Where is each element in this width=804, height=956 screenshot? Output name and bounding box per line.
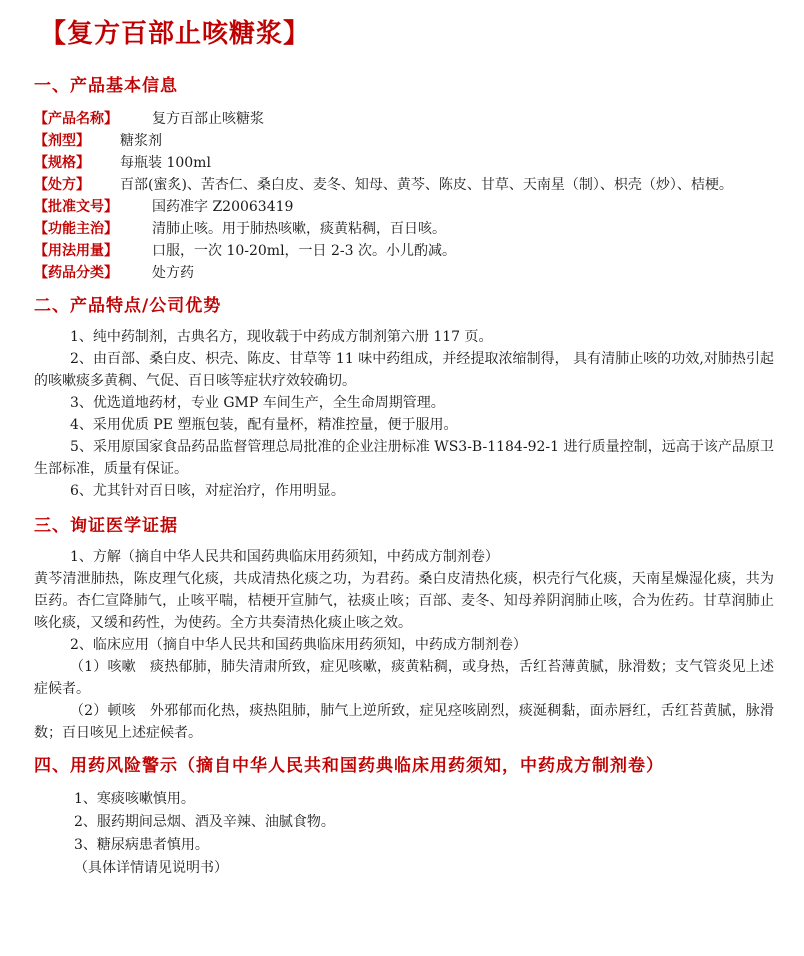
product-info-list [34, 108, 774, 284]
section4-heading: 四、用药风险警示（摘自中华人民共和国药典临床用药须知，中药成方制剂卷） [34, 756, 664, 776]
feature-item: 2、由百部、桑白皮、枳壳、陈皮、甘草等 11 味中药组成，并经提取浓缩制得， 具有清肺止咳的功效,对肺热引起的咳嗽痰多黄稠、气促、百日咳等症状疗效较确切。 [34, 351, 774, 389]
info-row-formula [34, 174, 774, 196]
section2-heading: 二、产品特点/公司优势 [34, 296, 222, 316]
info-label: 【规格】 [34, 155, 90, 171]
info-value: 百部(蜜炙)、苦杏仁、桑白皮、麦冬、知母、黄芩、陈皮、甘草、天南星（制）、枳壳（炒）、桔梗。 [120, 177, 733, 193]
risk-warnings-list [34, 788, 774, 880]
feature-item: 1、纯中药制剂，古典名方，现收载于中药成方制剂第六册 117 页。 [70, 329, 493, 345]
clinical-use-item: （1）咳嗽 痰热郁肺，肺失清肃所致，症见咳嗽，痰黄粘稠，或身热，舌红苔薄黄腻，脉滑数；支气管炎见上述症候者。 [34, 659, 774, 697]
features-list [34, 326, 774, 502]
info-value: 口服，一次 10-20ml，一日 2-3 次。小儿酌减。 [152, 243, 457, 259]
clinical-use-item: （2）顿咳 外邪郁而化热，痰热阻肺，肺气上逆所致，症见痉咳剧烈，痰涎稠黏，面赤唇红，舌红苔黄腻，脉滑数；百日咳见上述症候者。 [34, 703, 774, 741]
info-value: 国药准字 Z20063419 [152, 199, 294, 215]
info-label: 【处方】 [34, 177, 90, 193]
info-row-approval [34, 196, 774, 218]
info-label: 【用法用量】 [34, 243, 118, 259]
section1-heading: 一、产品基本信息 [34, 76, 178, 96]
info-row-indications [34, 218, 774, 240]
instructions-note: （具体详情请见说明书） [74, 860, 228, 876]
info-label: 【剂型】 [34, 133, 90, 149]
info-row-category [34, 262, 774, 284]
warning-item: 2、服药期间忌烟、酒及辛辣、油腻食物。 [74, 814, 335, 830]
page-title: 【复方百部止咳糖浆】 [40, 19, 311, 49]
info-row-spec [34, 152, 774, 174]
clinical-use-title: 2、临床应用（摘自中华人民共和国药典临床用药须知，中药成方制剂卷） [70, 637, 527, 653]
formula-analysis-body: 黄芩清泄肺热，陈皮理气化痰，共成清热化痰之功，为君药。桑白皮清热化痰，枳壳行气化痰，天南星燥湿化痰，共为臣药。杏仁宣降肺气，止咳平喘，桔梗开宣肺气，祛痰止咳；百部、麦冬、知母养阴润肺止咳，合为佐药。甘草润肺止咳化痰，又缓和药性，为使药。全方共奏清热化痰止咳之效。 [34, 571, 774, 631]
info-row-dosage-form [34, 130, 774, 152]
info-label: 【产品名称】 [34, 111, 118, 127]
info-row-name [34, 108, 774, 130]
info-value: 糖浆剂 [120, 133, 162, 149]
info-value: 每瓶装 100ml [120, 155, 211, 171]
feature-item: 5、采用原国家食品药品监督管理总局批准的企业注册标准 WS3-B-1184-92-1 进行质量控制，远高于该产品原卫生部标准，质量有保证。 [34, 439, 774, 477]
formula-analysis-title: 1、方解（摘自中华人民共和国药典临床用药须知，中药成方制剂卷） [70, 549, 499, 565]
feature-item: 6、尤其针对百日咳，对症治疗，作用明显。 [70, 483, 345, 499]
info-value: 处方药 [152, 265, 194, 281]
warning-item: 1、寒痰咳嗽慎用。 [74, 791, 195, 807]
section3-heading: 三、询证医学证据 [34, 516, 178, 536]
info-label: 【功能主治】 [34, 221, 118, 237]
info-value: 复方百部止咳糖浆 [152, 111, 264, 127]
evidence-section [34, 546, 774, 744]
feature-item: 3、优选道地药材，专业 GMP 车间生产，全生命周期管理。 [70, 395, 445, 411]
info-label: 【药品分类】 [34, 265, 118, 281]
info-row-usage [34, 240, 774, 262]
feature-item: 4、采用优质 PE 塑瓶包装，配有量杯，精准控量，便于服用。 [70, 417, 458, 433]
info-value: 清肺止咳。用于肺热咳嗽，痰黄粘稠，百日咳。 [152, 221, 446, 237]
info-label: 【批准文号】 [34, 199, 118, 215]
warning-item: 3、糖尿病患者慎用。 [74, 837, 209, 853]
